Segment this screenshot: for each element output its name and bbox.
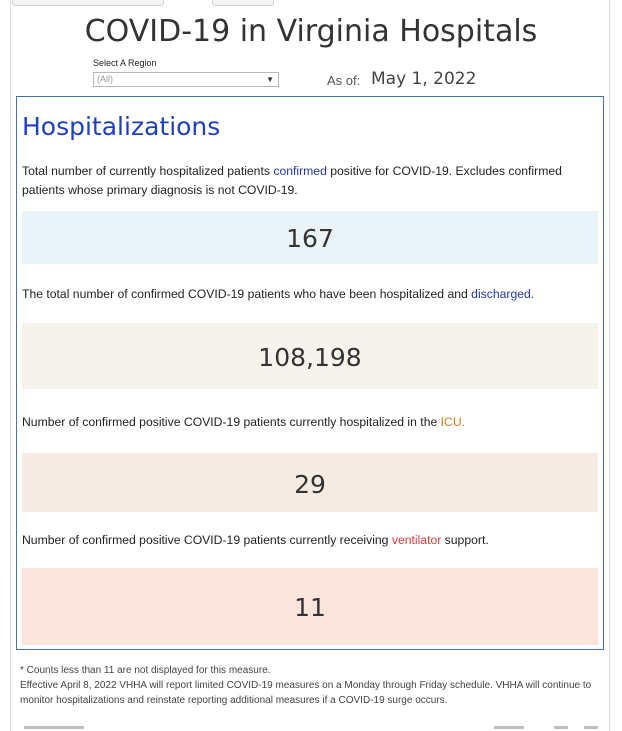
tab-edge-right[interactable] [212,0,274,6]
metric-icu-description [22,413,597,432]
desc-text: positive for COVID-19. Excludes confirmed patients whose primary diagnosis is not COVID-19. [22,164,562,197]
toolbar-item-left[interactable] [24,726,84,729]
desc-text: The total number of confirmed COVID-19 patients who have been hospitalized and [22,287,472,301]
toolbar-item-right-1[interactable] [494,726,524,729]
metric-confirmed-description [22,162,597,200]
tab-edge-left[interactable] [12,0,164,6]
bottom-toolbar [14,726,604,731]
desc-text: Number of confirmed positive COVID-19 patients currently hospitalized in the [22,415,441,429]
toolbar-item-right-2[interactable] [554,726,568,729]
region-filter-dropdown[interactable] [93,72,279,87]
desc-text: Number of confirmed positive COVID-19 patients currently receiving [22,533,392,547]
footnote [20,663,600,708]
toolbar-item-right-3[interactable] [584,726,598,729]
keyword-ventilator: ventilator [391,533,442,547]
metric-ventilator-description [22,531,597,550]
keyword-discharged: discharged. [471,287,535,301]
top-tab-strip [12,0,602,6]
as-of-label: As of: [327,73,361,88]
section-title: Hospitalizations [22,112,221,141]
region-filter-label: Select A Region [93,58,157,68]
page-title: COVID-19 in Virginia Hospitals [84,14,538,49]
metric-discharged-description [22,285,597,304]
metric-icu-value: 29 [22,453,598,512]
footnote-schedule: Effective April 8, 2022 VHHA will report limited COVID-19 measures on a Monday through Friday schedule. VHHA will continue to monitor hospitalizations and reinstate reporting additional measures if a COVID-19 surge occurs. [20,680,592,706]
desc-text: Total number of currently hospitalized patients [22,164,274,178]
as-of-date: May 1, 2022 [371,69,477,89]
region-filter-value: (All) [97,74,113,84]
caret-down-icon[interactable]: ▼ [266,75,274,84]
metric-confirmed-value: 167 [22,211,598,264]
metric-discharged-value: 108,198 [22,323,598,389]
keyword-icu: ICU. [440,415,466,429]
footnote-counts: * Counts less than 11 are not displayed for this measure. [20,665,271,676]
metric-ventilator-value: 11 [22,568,598,645]
keyword-confirmed: confirmed [273,164,327,178]
desc-text: support. [441,533,489,547]
